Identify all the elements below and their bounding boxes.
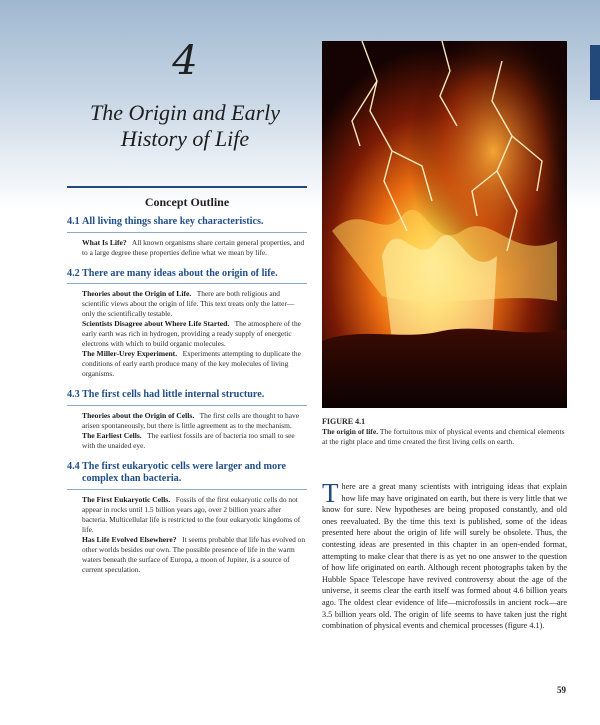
page-number: 59 (557, 685, 566, 695)
section-rule (67, 232, 307, 233)
section-number: 4.4 (67, 460, 80, 472)
chapter-number: 4 (172, 38, 198, 84)
entry-heading: Scientists Disagree about Where Life Started. (82, 319, 230, 328)
entry-text: Experiments attempting to duplicate the conditions of early earth produce many of the key molecules of living organisms. (82, 349, 301, 378)
section-title: The first cells had little internal structure. (82, 389, 265, 400)
entry-heading: What Is Life? (82, 237, 127, 247)
section-rule (67, 283, 307, 284)
outline-entry (82, 319, 307, 349)
outline-entry (82, 495, 307, 535)
figure-label: FIGURE 4.1 (322, 417, 366, 426)
figure-caption-text: The fortuitous mix of physical events and chemical elements at the right place and time created the first living cells on earth. (322, 427, 565, 446)
entry-heading: Theories about the Origin of Cells. (82, 410, 195, 420)
entry-heading: The Miller-Urey Experiment. (82, 349, 178, 358)
entry-heading: The First Eukaryotic Cells. (82, 494, 171, 504)
entry-heading: Has Life Evolved Elsewhere? (82, 534, 177, 544)
outline-entry (82, 349, 307, 379)
section-number: 4.3 (67, 389, 80, 400)
outline-entry (82, 289, 307, 319)
entry-heading: The Earliest Cells. (82, 430, 142, 440)
entry-text: The atmosphere of the early earth was rich in hydrogen, providing a ready supply of energetic electrons with which to build organic molecules. (82, 319, 301, 348)
intro-text: here are a great many scientists with intriguing ideas that explain how life may have originated on earth, but there is very little that we know for sure. New hypotheses are being proposed constantly, and old ones reevaluated. By the time this text is published, some of the ideas presented here about the origin of life will surely be obsolete. Thus, the contesting ideas are presented in this chapter in an open-ended format, attempting to make clear that there is as yet no one answer to the question of how life originated on earth. Although recent photographs taken by the Hubble Space Telescope have revived controversy about the age of the universe, it seems clear the earth itself was formed about 4.6 billion years ago. The oldest clear evidence of life—microfossils in ancient rock—are 3.5 billion years old. The origin of life seems to have taken just the right combination of physical events and chemical processes (figure 4.1). (322, 482, 567, 631)
outline-entry (82, 238, 307, 258)
outline-section (67, 461, 307, 575)
outline-entry (82, 535, 307, 575)
section-title: There are many ideas about the origin of life. (82, 267, 278, 279)
intro-paragraph (322, 478, 567, 632)
outline-entry (82, 411, 307, 431)
entry-heading: Theories about the Origin of Life. (82, 289, 192, 298)
lava-lightning-photo (322, 41, 567, 408)
entry-text: The earliest fossils are of bacteria too small to see with the unaided eye. (82, 430, 295, 450)
section-title: The first eukaryotic cells were larger and more complex than bacteria. (82, 460, 286, 484)
section-title: All living things share key characteristics. (82, 216, 264, 227)
outline-section (67, 216, 307, 258)
entry-text: All known organisms share certain general properties, and to a large degree these properties define what we mean by life. (82, 237, 305, 257)
outline-entry (82, 431, 307, 451)
section-rule (67, 405, 307, 406)
outline-heading: Concept Outline (144, 195, 230, 209)
outline-section (67, 389, 307, 451)
section-rule (67, 489, 307, 490)
drop-cap: T (322, 478, 339, 508)
chapter-title: The Origin and Early History of Life (89, 100, 281, 151)
outline-section (67, 268, 307, 380)
entry-text: Fossils of the first eukaryotic cells do not appear in rocks until 1.5 billion years ago, over 2 billion years after bacteria. Multicellular life is restricted to the four eukaryotic kingdoms of life. (82, 494, 301, 534)
concept-outline (67, 216, 307, 585)
volcanic-eruption-image (322, 41, 567, 408)
entry-text: The first cells are thought to have arisen spontaneously, but there is little agreement as to the mechanism. (82, 410, 299, 430)
outline-top-rule (67, 186, 307, 188)
chapter-edge-tab (590, 45, 600, 100)
section-number: 4.2 (67, 267, 80, 279)
figure-title: The origin of life. (322, 427, 379, 436)
figure-caption (322, 417, 567, 447)
entry-text: It seems probable that life has evolved on other worlds besides our own. The possible presence of life in the warm waters beneath the surface of Europa, a moon of Jupiter, is a source of current speculation. (82, 534, 306, 574)
section-number: 4.1 (67, 216, 80, 227)
entry-text: There are both religious and scientific views about the origin of life. This text treats only the latter—only the scientifically testable. (82, 289, 295, 318)
